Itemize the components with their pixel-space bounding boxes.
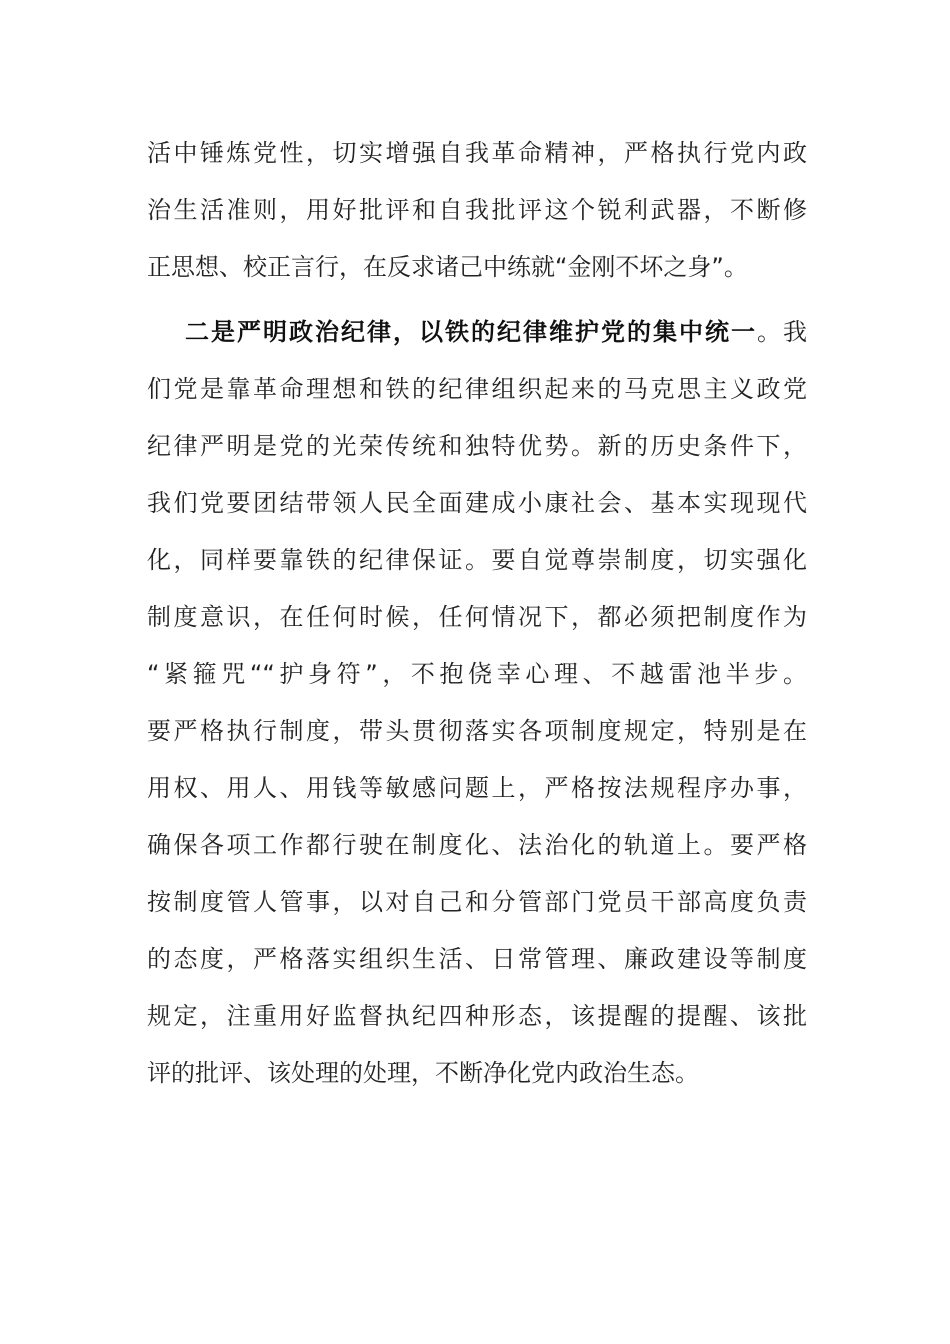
paragraph-line: 我们党要团结带领人民全面建成小康社会、基本实现现代 — [147, 489, 807, 517]
paragraph-line: 用权、用人、用钱等敏感问题上，严格按法规程序办事， — [147, 774, 807, 802]
paragraph-heading-line — [185, 312, 807, 352]
paragraph-line: 要严格执行制度，带头贯彻落实各项制度规定，特别是在 — [147, 717, 807, 745]
paragraph-line: 规定，注重用好监督执纪四种形态，该提醒的提醒、该批 — [147, 1002, 807, 1030]
paragraph-line: 确保各项工作都行驶在制度化、法治化的轨道上。要严格 — [147, 831, 807, 859]
paragraph-line: 们党是靠革命理想和铁的纪律组织起来的马克思主义政党 — [147, 375, 807, 403]
paragraph-line: 制度意识，在任何时候，任何情况下，都必须把制度作为 — [147, 603, 807, 631]
paragraph-line: 治生活准则，用好批评和自我批评这个锐利武器，不断修 — [147, 196, 807, 224]
paragraph-heading-tail: 。我 — [757, 318, 807, 346]
paragraph-line: 纪律严明是党的光荣传统和独特优势。新的历史条件下， — [147, 432, 807, 460]
paragraph-line: 活中锤炼党性，切实增强自我革命精神，严格执行党内政 — [147, 139, 807, 167]
paragraph-line: 评的批评、该处理的处理，不断净化党内政治生态。 — [147, 1059, 699, 1087]
paragraph-line: 按制度管人管事，以对自己和分管部门党员干部高度负责 — [147, 888, 807, 916]
paragraph-line: 化，同样要靠铁的纪律保证。要自觉尊崇制度，切实强化 — [147, 546, 807, 574]
paragraph-line: 正思想、校正言行，在反求诸己中练就“金刚不坏之身”。 — [147, 253, 748, 281]
paragraph-line: 的态度，严格落实组织生活、日常管理、廉政建设等制度 — [147, 945, 807, 973]
paragraph-line: “紧箍咒““护身符”，不抱侥幸心理、不越雷池半步。 — [147, 660, 807, 688]
paragraph-heading: 二是严明政治纪律，以铁的纪律维护党的集中统一 — [185, 318, 757, 346]
